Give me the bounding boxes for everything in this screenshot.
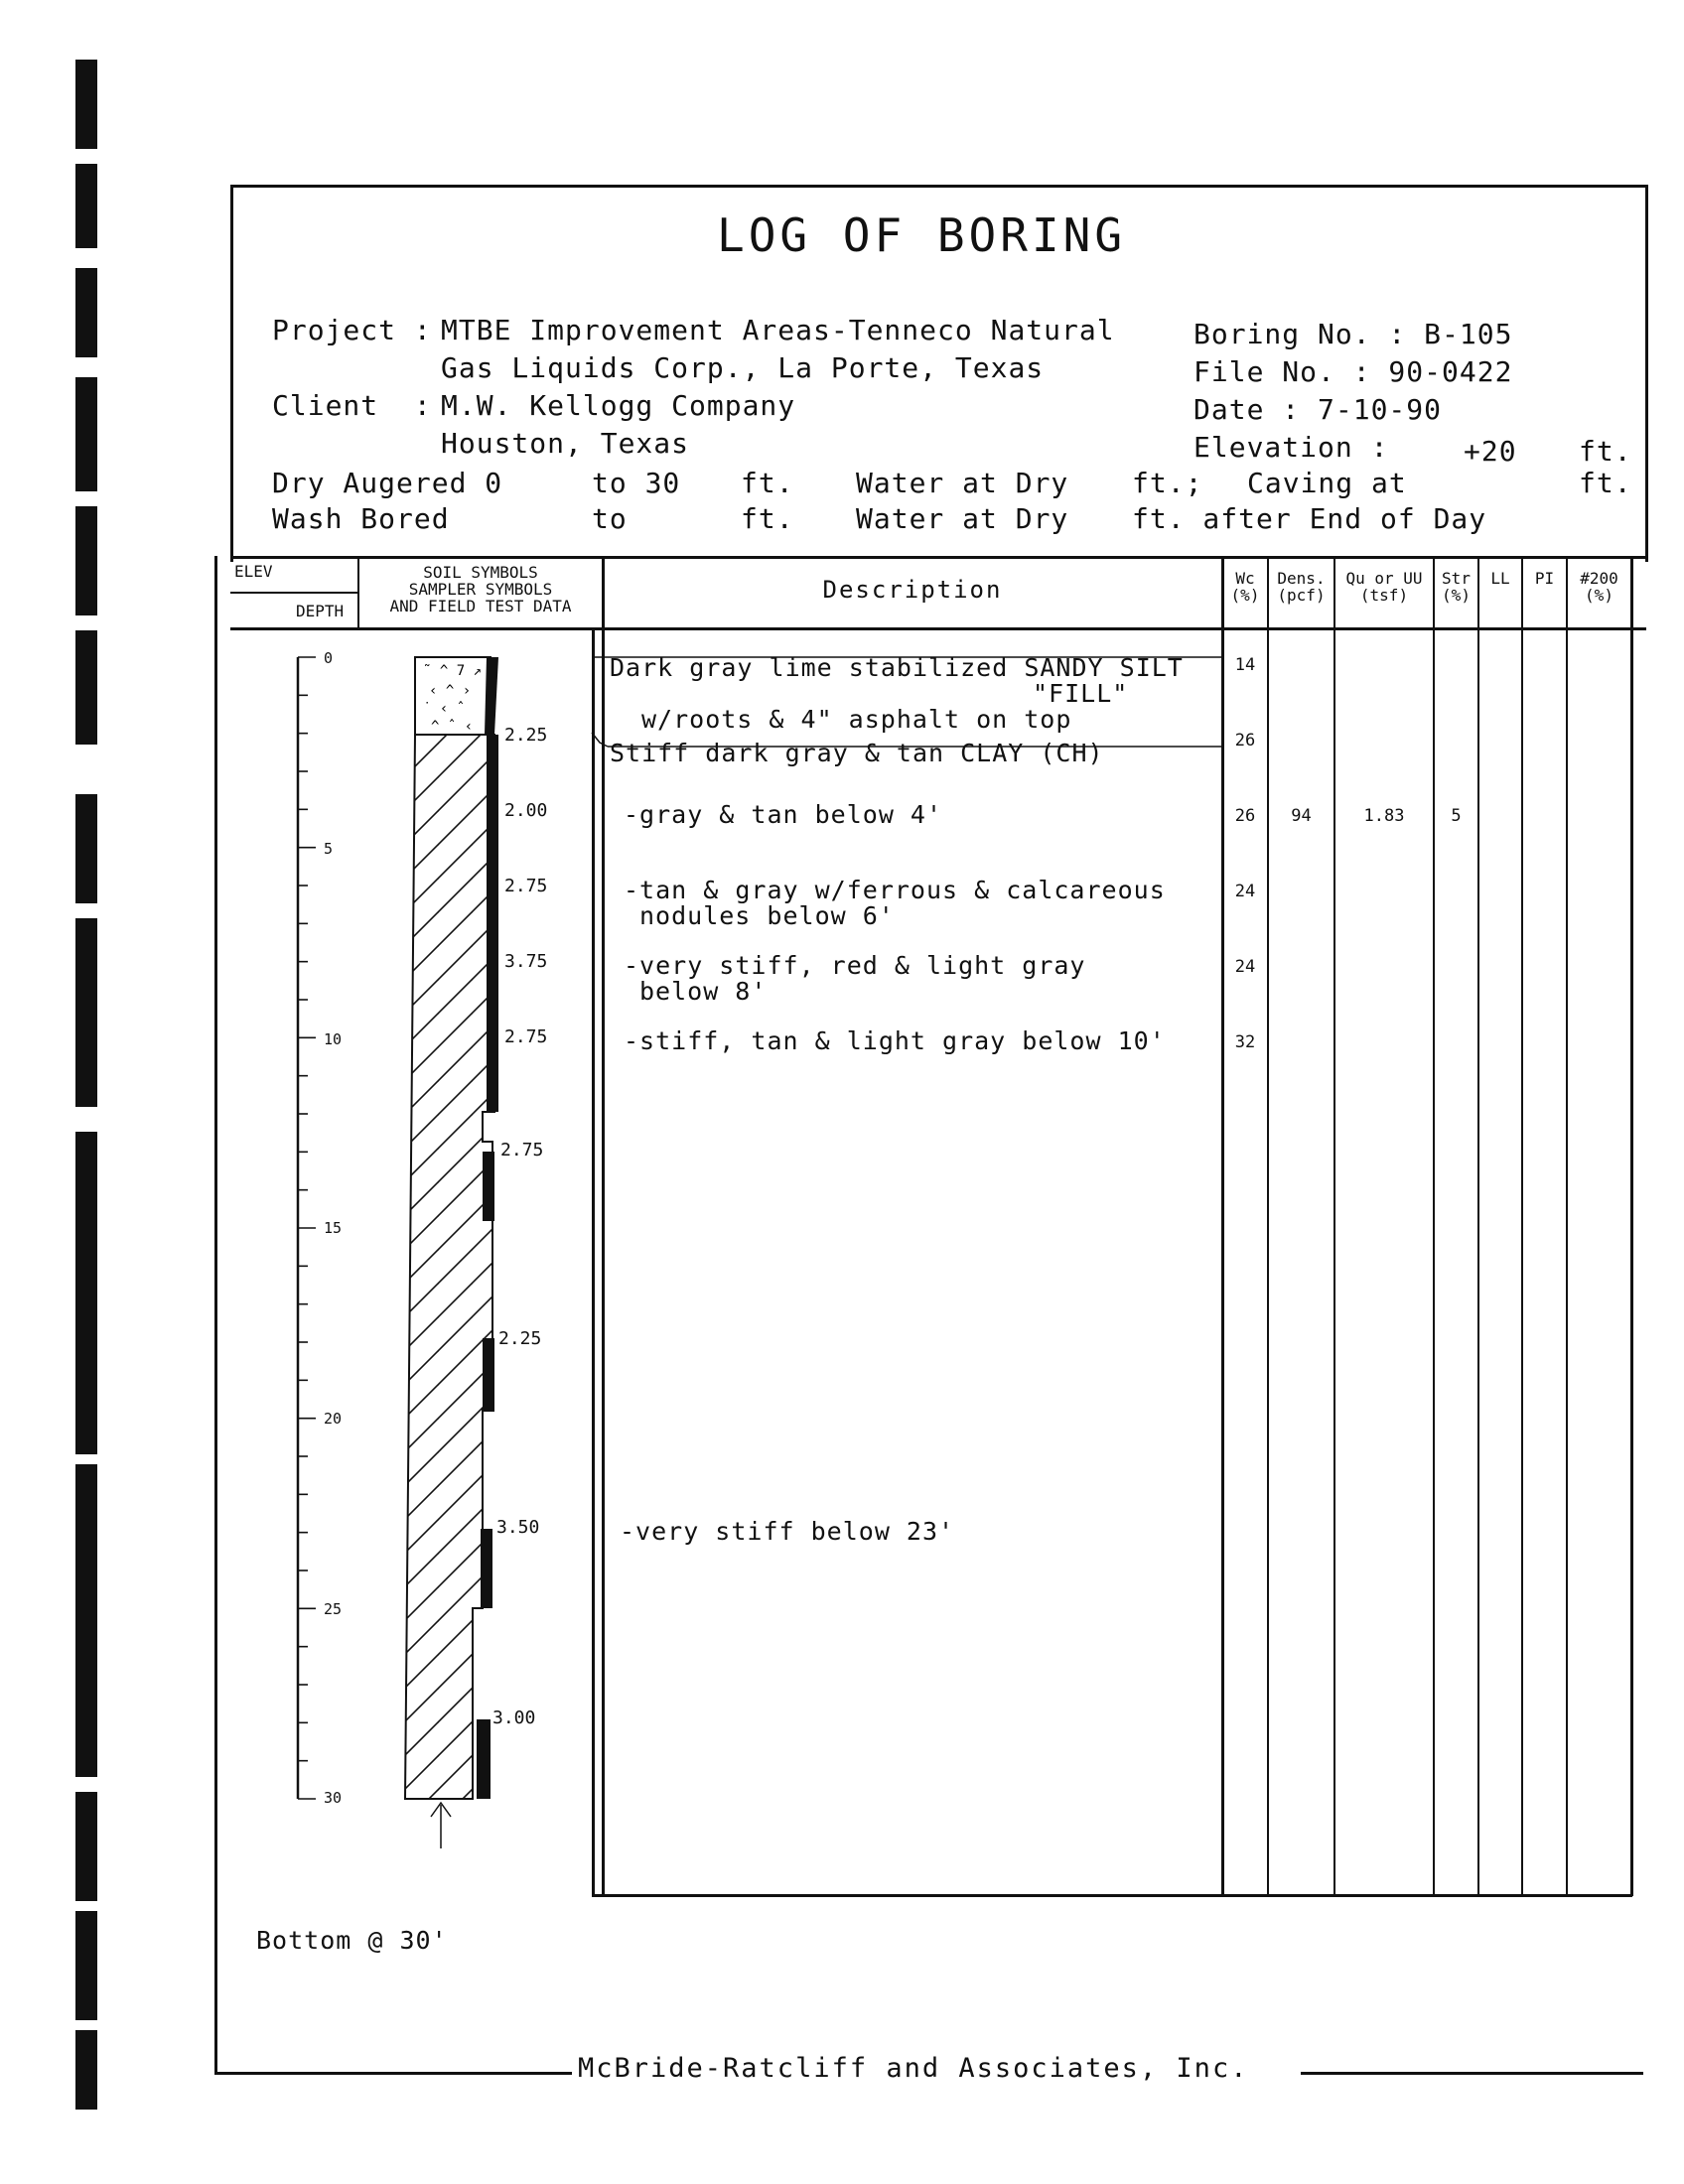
sampler-mark: [485, 657, 498, 735]
boring-date: Date : 7-10-90: [1193, 393, 1443, 426]
col-wc: Wc (%): [1230, 569, 1260, 605]
col-elev: ELEV: [234, 562, 273, 581]
sampler-value: 2.75: [504, 1026, 548, 1047]
caving-ft: ft.: [1579, 467, 1632, 499]
water-ft-1: ft.;: [1132, 467, 1203, 499]
sampler-value: 2.00: [504, 800, 548, 821]
wash-bored: Wash Bored: [272, 502, 450, 535]
wc-value: 24: [1234, 957, 1256, 977]
sampler-value: 3.75: [504, 951, 548, 972]
wash-bored-to: to: [592, 502, 628, 535]
boring-number: Boring No. : B-105: [1193, 318, 1513, 350]
col-str: Str (%): [1442, 569, 1471, 605]
sampler-value: 2.75: [500, 1140, 544, 1160]
sampler-value: 2.25: [498, 1328, 542, 1349]
description-fill: w/roots & 4" asphalt on top: [641, 705, 1072, 734]
wash-bored-ft: ft.: [741, 502, 794, 535]
description-sublayer: -very stiff below 23': [620, 1517, 955, 1546]
fill-symbol: ˙ ‹ ˆ: [423, 701, 466, 717]
wc-value: 24: [1234, 882, 1256, 901]
depth-label: 15: [324, 1219, 343, 1237]
layer-boundary-tick: [592, 733, 608, 747]
dry-augered: Dry Augered 0: [272, 467, 503, 499]
sampler-mark: [487, 735, 498, 1112]
depth-label: 25: [324, 1600, 343, 1618]
depth-ticks: [298, 657, 316, 1799]
wc-value: 32: [1234, 1032, 1256, 1052]
col-p200: #200 (%): [1580, 569, 1618, 605]
wc-value: 26: [1234, 731, 1256, 751]
depth-label: 20: [324, 1410, 343, 1428]
fill-symbol: ˜ ^ 7 ↗: [423, 663, 483, 679]
wc-value: 14: [1234, 655, 1256, 675]
caving-at: Caving at: [1247, 467, 1407, 499]
depth-label: 5: [324, 840, 334, 858]
sampler-value: 3.00: [492, 1707, 536, 1728]
description-sublayer: nodules below 6': [639, 901, 895, 930]
sampler-mark: [483, 1338, 494, 1412]
description-fill: Dark gray lime stabilized SANDY SILT: [610, 653, 1184, 682]
sampler-value: 2.75: [504, 876, 548, 896]
sampler-value: 3.50: [496, 1517, 540, 1538]
col-depth: DEPTH: [296, 602, 345, 620]
water-at-dry-1: Water at Dry: [856, 467, 1069, 499]
strain-value: 5: [1451, 806, 1462, 826]
elevation-value: +20: [1464, 435, 1517, 468]
depth-label: 30: [324, 1789, 343, 1807]
qu-value: 1.83: [1363, 806, 1405, 826]
fill-symbol: ‹ ^ ›: [429, 683, 472, 699]
company-footer: McBride-Ratcliff and Associates, Inc.: [578, 2053, 1249, 2084]
project-line-1: MTBE Improvement Areas-Tenneco Natural: [441, 314, 1115, 346]
col-dens: Dens. (pcf): [1277, 569, 1326, 605]
description-clay: Stiff dark gray & tan CLAY (CH): [610, 739, 1104, 767]
depth-label: 10: [324, 1030, 343, 1048]
depth-label: 0: [324, 649, 334, 667]
col-description: Description: [822, 576, 1003, 604]
description-sublayer: -gray & tan below 4': [624, 800, 943, 829]
col-ll: LL: [1490, 569, 1510, 588]
fill-symbol: ^ ˆ ‹: [431, 719, 474, 735]
description-sublayer: below 8': [639, 977, 768, 1006]
density-value: 94: [1291, 806, 1312, 826]
description-sublayer: -stiff, tan & light gray below 10': [624, 1026, 1166, 1055]
col-qu: Qu or UU (tsf): [1345, 569, 1423, 605]
wc-value: 26: [1234, 806, 1256, 826]
water-after-end-of-day: ft. after End of Day: [1132, 502, 1487, 535]
clay-layer: [405, 735, 494, 1799]
water-at-dry-2: Water at Dry: [856, 502, 1069, 535]
project-line-2: Gas Liquids Corp., La Porte, Texas: [441, 351, 1045, 384]
page-title: LOG OF BORING: [717, 208, 1127, 262]
sampler-mark: [477, 1719, 491, 1799]
description-fill: "FILL": [1033, 679, 1129, 708]
client-line-1: M.W. Kellogg Company: [441, 389, 796, 422]
col-symbols: SOIL SYMBOLS SAMPLER SYMBOLS AND FIELD TEST DATA: [389, 563, 572, 615]
sampler-mark: [483, 1152, 494, 1221]
elevation-label: Elevation :: [1193, 431, 1389, 464]
project-label: Project :: [272, 314, 432, 346]
file-number: File No. : 90-0422: [1193, 355, 1513, 388]
client-line-2: Houston, Texas: [441, 427, 690, 460]
sampler-mark: [481, 1529, 492, 1608]
dry-augered-ft: ft.: [741, 467, 794, 499]
sampler-value: 2.25: [504, 725, 548, 746]
col-pi: PI: [1534, 569, 1555, 588]
description-sublayer: -tan & gray w/ferrous & calcareous: [624, 876, 1166, 904]
description-sublayer: -very stiff, red & light gray: [624, 951, 1086, 980]
elevation-unit: ft.: [1579, 435, 1632, 468]
bottom-note: Bottom @ 30': [256, 1926, 448, 1955]
client-label: Client :: [272, 389, 432, 422]
dry-augered-to: to 30: [592, 467, 681, 499]
